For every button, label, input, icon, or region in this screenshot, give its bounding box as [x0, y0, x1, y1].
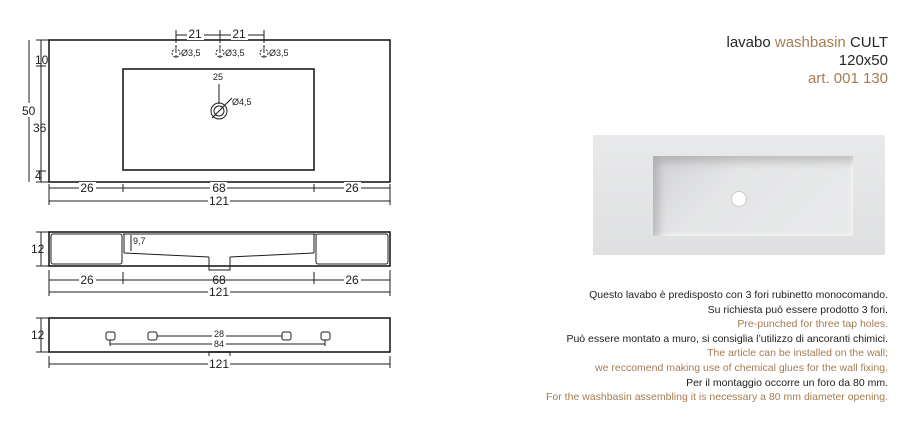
title-size: 120x50	[838, 52, 888, 69]
product-photo	[593, 135, 885, 255]
tap-hole-center-label: Ø3,5	[225, 48, 245, 58]
fixing-slot-1	[106, 332, 115, 340]
depth-bottom-label: 4	[35, 169, 42, 183]
depth-top-label: 10	[35, 53, 49, 67]
title-article: art. 001 130	[807, 70, 888, 87]
tap-hole-left-label: Ø3,5	[181, 48, 201, 58]
depth-basin-label: 36	[33, 121, 47, 135]
fixing-slot-4	[321, 332, 330, 340]
section-height-label: 12	[31, 242, 45, 256]
depth-total-label: 50	[22, 104, 36, 118]
outer-spacing-label: 84	[213, 339, 225, 349]
product-title	[727, 34, 889, 88]
note-line-1: Questo lavabo è predisposto con 3 fori rubinetto monocomando.	[589, 289, 888, 301]
note-line-6: we reccomend making use of chemical glues for the wall fixing.	[595, 361, 888, 374]
title-lavabo: lavabo	[726, 34, 771, 51]
title-line-1	[727, 34, 889, 52]
note-line-2: Su richiesta può essere prodotto 3 fori.	[707, 303, 888, 316]
width-right-label: 26	[345, 181, 359, 195]
note-line-3: Pre-punched for three tap holes.	[737, 318, 888, 331]
width-total-label: 121	[208, 194, 230, 208]
tap-spacing-right: 21	[232, 27, 246, 41]
drain-outlet	[209, 257, 230, 270]
tap-hole-right-label: Ø3,5	[269, 48, 289, 58]
front-section-outline	[49, 232, 390, 266]
installation-notes	[546, 288, 888, 405]
drain-offset-label: 25	[213, 72, 224, 82]
section-width-right-label: 26	[345, 273, 359, 287]
fixing-slot-2	[148, 332, 157, 340]
left-support-box	[51, 234, 122, 264]
section-width-total-label: 121	[208, 285, 230, 299]
width-basin-label: 68	[212, 181, 226, 195]
right-support-box	[316, 234, 388, 264]
inner-spacing-label: 28	[213, 329, 225, 339]
width-left-label: 26	[80, 181, 94, 195]
product-photo-basin	[653, 156, 853, 236]
front-section-drawing	[31, 232, 390, 299]
product-photo-drain	[731, 191, 747, 207]
note-line-5: The article can be installed on the wall;	[707, 347, 888, 360]
section-width-left-label: 26	[80, 273, 94, 287]
title-washbasin: washbasin	[774, 34, 846, 51]
section-width-basin-label: 68	[212, 273, 226, 287]
fixing-slot-3	[282, 332, 291, 340]
back-width-total-label: 121	[208, 357, 230, 371]
basin-depth-label: 9,7	[133, 236, 146, 246]
top-view-drawing	[22, 27, 390, 208]
title-model: CULT	[849, 34, 888, 51]
back-view-drawing	[31, 318, 390, 371]
note-line-8: For the washbasin assembling it is necessary a 80 mm diameter opening.	[546, 391, 888, 404]
note-line-7: Per il montaggio occorre un foro da 80 mm.	[686, 376, 888, 389]
drain-diameter-label: Ø4,5	[232, 97, 252, 107]
back-height-label: 12	[31, 328, 45, 342]
tap-spacing-left: 21	[188, 27, 202, 41]
note-line-4: Può essere montato a muro, si consiglia l’utilizzo di ancoranti chimici.	[566, 332, 888, 345]
